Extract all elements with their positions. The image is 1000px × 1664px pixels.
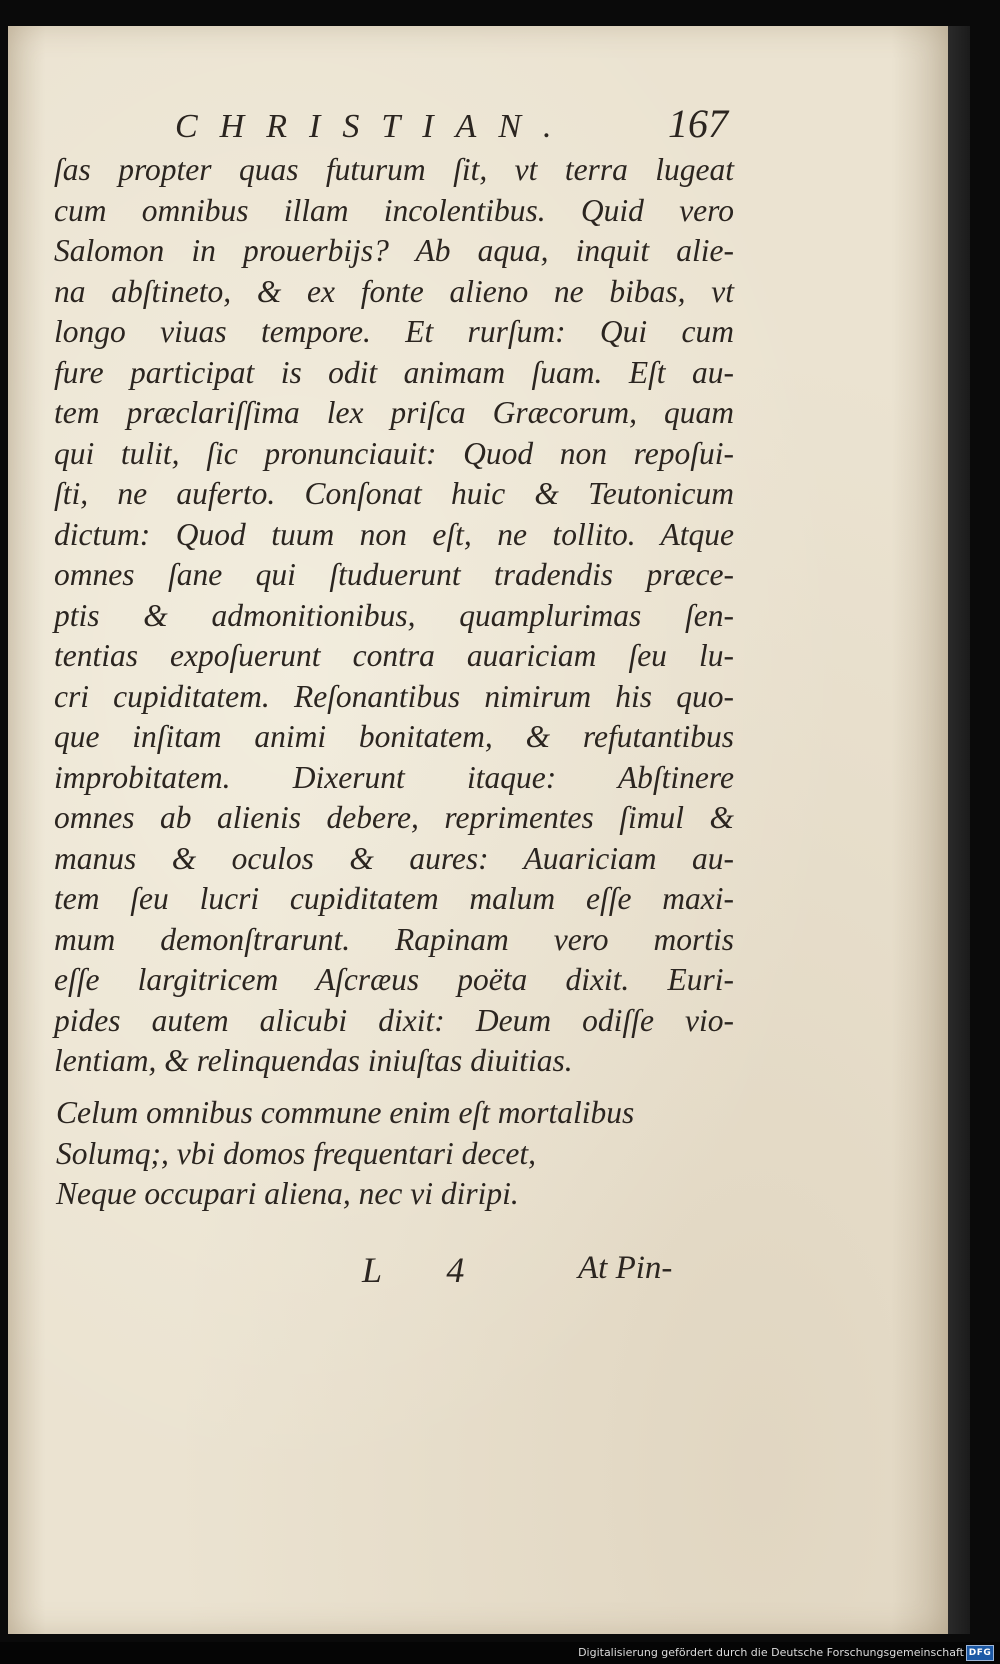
verse-quotation [56, 1093, 716, 1215]
text-line: eſſe largitricem Aſcræus poëta dixit. Euri- [54, 962, 734, 997]
text-line: tentias expoſuerunt contra auariciam ſeu lu- [54, 638, 734, 673]
text-line: ptis & admonitionibus, quamplurimas ſen- [54, 597, 734, 633]
text-line: mum demonſtrarunt. Rapinam vero mortis [54, 921, 734, 957]
verse-line: Celum omnibus commune enim eſt mortalibus [56, 1095, 635, 1130]
text-line: lentiam, & relinquendas iniuſtas diuitias. [54, 1043, 573, 1078]
text-line: cri cupiditatem. Reſonantibus nimirum his quo- [54, 678, 734, 714]
verse-line: Neque occupari aliena, nec vi diripi. [56, 1176, 519, 1211]
body-text [54, 150, 734, 1082]
page-number: 167 [668, 101, 728, 146]
text-line: pides autem alicubi dixit: Deum odiſſe vio- [54, 1002, 734, 1038]
text-line: manus & oculos & aures: Auariciam au- [54, 840, 734, 876]
funding-credit: Digitalisierung gefördert durch die Deutsche Forschungsgemeinschaft [578, 1646, 964, 1659]
text-line: que inſitam animi bonitatem, & refutantibus [54, 719, 734, 754]
catchword: At Pin- [578, 1250, 673, 1286]
text-line: ſti, ne auferto. Conſonat huic & Teutonicum [54, 476, 734, 511]
text-line: na abſtineto, & ex fonte alieno ne bibas, vt [54, 273, 734, 309]
page-edge-strip [948, 26, 970, 1634]
text-line: dictum: Quod tuum non eſt, ne tollito. Atque [54, 516, 734, 552]
text-line: omnes ab alienis debere, reprimentes ſimul & [54, 800, 734, 835]
text-line: cum omnibus illam incolentibus. Quid vero [54, 192, 734, 228]
text-line: tem præclariſſima lex priſca Græcorum, quam [54, 395, 734, 430]
text-line: tem ſeu lucri cupiditatem malum eſſe maxi- [54, 881, 734, 916]
text-line: qui tulit, ſic pronunciauit: Quod non repoſui- [54, 435, 734, 471]
text-line: improbitatem. Dixerunt itaque: Abſtinere [54, 759, 734, 795]
text-line: ſas propter quas futurum ſit, vt terra lugeat [54, 152, 734, 187]
text-line: longo viuas tempore. Et rurſum: Qui cum [54, 314, 734, 349]
text-line: Salomon in prouerbijs? Ab aqua, inquit alie- [54, 233, 734, 268]
dfg-logo-icon: DFG [966, 1645, 994, 1661]
text-line: fure participat is odit animam ſuam. Eſt au- [54, 354, 734, 390]
signature-mark: L 4 [362, 1250, 493, 1290]
text-line: omnes ſane qui ſtuduerunt tradendis præce- [54, 557, 734, 592]
verse-line: Solumq;, vbi domos frequentari decet, [56, 1135, 536, 1171]
running-head: CHRISTIAN. [175, 108, 574, 145]
